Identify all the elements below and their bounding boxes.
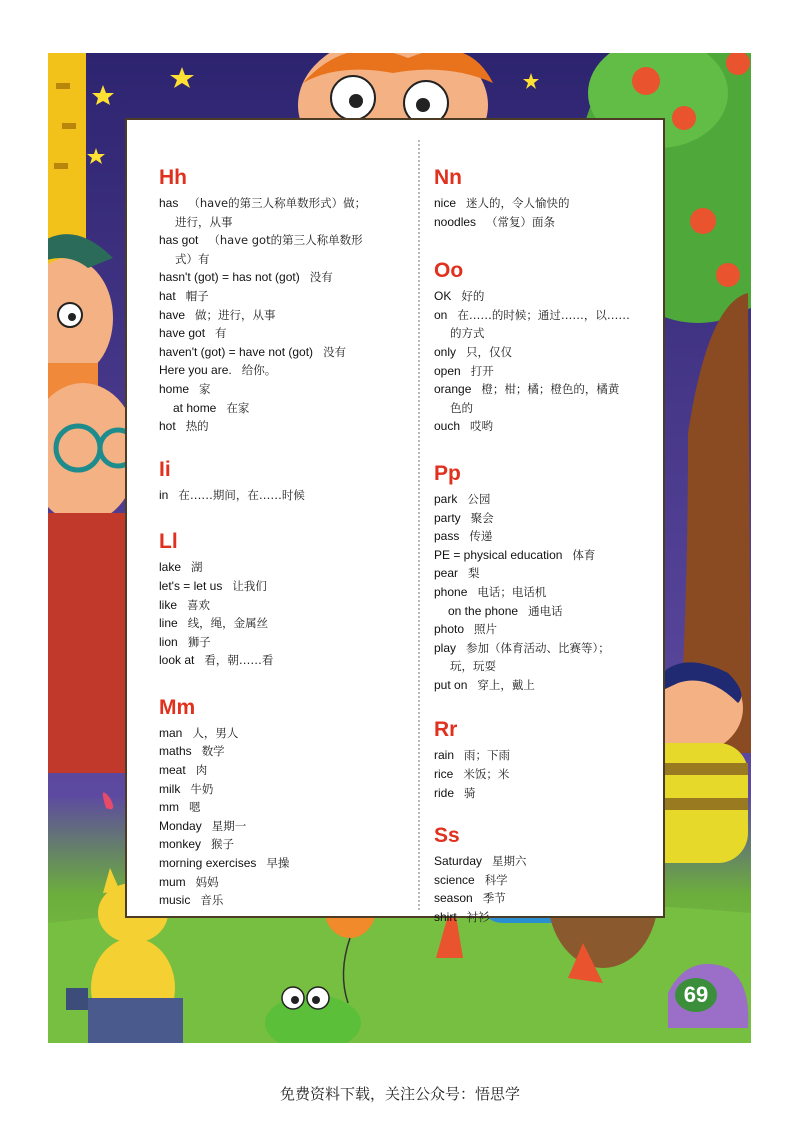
entry-word: have — [159, 307, 186, 322]
entry-meaning: 没有 — [309, 270, 333, 285]
glossary-entry — [434, 362, 694, 381]
entry-word: nice — [434, 196, 457, 210]
section-letter-heading: Rr — [434, 718, 458, 742]
letter-section — [434, 718, 694, 802]
section-letter-heading: Mm — [159, 695, 196, 719]
entry-word: park — [434, 491, 458, 506]
entry-word: morning exercises — [159, 856, 257, 871]
glossary-entry — [159, 343, 419, 362]
entry-word: maths — [159, 744, 192, 759]
glossary-entry — [434, 417, 694, 436]
entry-meaning: （have的第三人称单数形式）做； — [188, 196, 367, 210]
entry-word: mum — [159, 874, 186, 889]
entry-word: on the phone — [448, 603, 519, 618]
entry-word: season — [434, 891, 473, 906]
entry-meaning-continued: 式）有 — [175, 251, 210, 266]
entry-meaning: 季节 — [482, 891, 506, 906]
glossary-entry — [159, 361, 419, 380]
entry-word: haven't (got) = have not (got) — [159, 344, 314, 359]
entry-meaning: 穿上，戴上 — [477, 677, 535, 692]
glossary-entry — [159, 742, 419, 761]
entry-word: ride — [434, 785, 455, 800]
entry-meaning: 体育 — [572, 547, 596, 562]
entry-word: play — [434, 640, 457, 655]
glossary-entry — [159, 399, 419, 418]
glossary-entry — [159, 633, 419, 652]
entry-word: phone — [434, 584, 468, 599]
entry-meaning: 牛奶 — [190, 781, 214, 796]
glossary-entry — [434, 527, 694, 546]
glossary-entry — [159, 306, 419, 325]
section-letter-heading: Oo — [434, 259, 464, 283]
entry-meaning: 热的 — [185, 419, 209, 434]
entry-meaning: 只，仅仅 — [466, 344, 513, 359]
glossary-entry — [434, 784, 694, 803]
glossary-entry — [159, 268, 419, 287]
entry-word: monkey — [159, 837, 202, 852]
entry-meaning: 参加（体育活动、比赛等）； — [466, 640, 610, 655]
section-letter-heading: Ll — [159, 530, 178, 554]
entry-word: hot — [159, 419, 176, 434]
glossary-entry — [434, 287, 694, 306]
entry-word: has got — [159, 233, 199, 248]
glossary-entry — [434, 852, 694, 871]
glossary-entry — [434, 620, 694, 639]
glossary-entry — [434, 639, 694, 658]
entry-word: hasn't (got) = has not (got) — [159, 270, 300, 285]
letter-section — [434, 462, 694, 695]
glossary-entry — [434, 509, 694, 528]
glossary-entry — [159, 761, 419, 780]
entry-meaning-continued: 玩，玩耍 — [450, 659, 496, 674]
entry-meaning: 数学 — [201, 744, 225, 759]
entry-word: only — [434, 344, 457, 359]
glossary-entry — [434, 380, 694, 399]
entry-meaning: 在……期间，在……时候 — [178, 487, 305, 502]
glossary-entry — [434, 871, 694, 890]
entry-word: noodles — [434, 214, 477, 229]
glossary-entry — [159, 486, 419, 505]
entry-word: hat — [159, 288, 176, 303]
entry-word: milk — [159, 781, 181, 796]
entry-meaning-continued: 色的 — [450, 400, 473, 415]
entry-word: OK — [434, 289, 452, 304]
entry-word: meat — [159, 763, 186, 778]
entry-word: put on — [434, 677, 468, 692]
glossary-entry — [434, 889, 694, 908]
entry-word: on — [434, 307, 448, 322]
glossary-entry — [434, 583, 694, 602]
entry-meaning: 照片 — [474, 622, 498, 637]
entry-word: music — [159, 893, 191, 908]
entry-word: science — [434, 872, 475, 887]
entry-word: like — [159, 597, 178, 612]
glossary-entry — [159, 596, 419, 615]
entry-meaning: 公园 — [467, 491, 491, 506]
section-letter-heading: Hh — [159, 166, 187, 189]
entry-meaning: 有 — [215, 326, 227, 341]
glossary-entry — [434, 746, 694, 765]
entry-word: rain — [434, 748, 455, 763]
entry-meaning: 在……的时候；通过……，以…… — [457, 307, 630, 322]
glossary-entry — [159, 614, 419, 633]
entry-meaning-continued: 进行，从事 — [175, 214, 233, 229]
entry-word: Monday — [159, 818, 202, 833]
glossary-entry — [159, 231, 419, 250]
entry-word: Here you are. — [159, 363, 232, 378]
entry-word: at home — [173, 400, 217, 415]
entry-meaning: 人，男人 — [192, 725, 239, 740]
glossary-entry — [159, 873, 419, 892]
letter-section — [159, 696, 419, 910]
entry-meaning: 梨 — [468, 566, 480, 581]
entry-meaning: 线，绳，金属丝 — [187, 616, 269, 631]
entry-meaning: 让我们 — [232, 578, 267, 593]
entry-meaning: 衬衫 — [466, 910, 490, 925]
entry-meaning: 在家 — [226, 400, 250, 415]
entry-meaning: 帽子 — [185, 288, 209, 303]
entry-word: Saturday — [434, 854, 483, 869]
letter-section — [434, 259, 694, 436]
glossary-entry — [159, 380, 419, 399]
entry-word: photo — [434, 622, 465, 637]
glossary-entry — [434, 546, 694, 565]
glossary-entry — [159, 287, 419, 306]
entry-meaning: 传递 — [469, 529, 493, 544]
glossary-entry — [434, 908, 694, 927]
entry-meaning: 橙；柑；橘；橙色的，橘黄 — [481, 382, 620, 397]
entry-meaning: 猴子 — [211, 837, 235, 852]
glossary-entry — [159, 854, 419, 873]
entry-meaning: 骑 — [464, 785, 476, 800]
glossary-entry — [159, 724, 419, 743]
entry-word: rice — [434, 767, 454, 782]
page-number-badge: 69 — [675, 978, 717, 1012]
glossary-entry — [159, 577, 419, 596]
entry-meaning: 做；进行，从事 — [195, 307, 276, 322]
entry-meaning: 妈妈 — [195, 874, 219, 889]
entry-meaning: 狮子 — [187, 634, 211, 649]
section-letter-heading: Pp — [434, 461, 461, 485]
entry-meaning: 打开 — [470, 363, 494, 378]
entry-meaning: 电话；电话机 — [477, 584, 547, 599]
letter-section — [159, 458, 419, 505]
glossary-entry — [159, 780, 419, 799]
entry-word: ouch — [434, 419, 461, 434]
entry-word: let's = let us — [159, 578, 223, 593]
entry-meaning: 湖 — [191, 560, 203, 575]
entry-word: pass — [434, 529, 460, 544]
entry-word: home — [159, 381, 190, 396]
glossary-entry — [159, 417, 419, 436]
entry-meaning: 哎哟 — [470, 419, 494, 434]
glossary-entry — [159, 798, 419, 817]
glossary-entry — [159, 817, 419, 836]
entry-word: lion — [159, 634, 178, 649]
section-letter-heading: Ss — [434, 824, 460, 848]
entry-word: party — [434, 510, 461, 525]
entry-meaning: 给你。 — [241, 363, 277, 378]
entry-word: line — [159, 616, 178, 631]
entry-word: pear — [434, 566, 459, 581]
entry-meaning: 早操 — [266, 856, 290, 871]
entry-meaning: 没有 — [323, 344, 347, 359]
entry-meaning: 音乐 — [200, 893, 224, 908]
entry-meaning: 看，朝……看 — [204, 653, 274, 668]
entry-meaning: 星期一 — [211, 818, 247, 833]
glossary-entry — [159, 835, 419, 854]
glossary-entry — [434, 194, 694, 213]
entry-meaning: 好的 — [461, 289, 485, 304]
entry-meaning: 通电话 — [528, 603, 563, 618]
entry-word: lake — [159, 560, 182, 575]
entry-meaning: 迷人的，令人愉快的 — [466, 196, 570, 210]
section-letter-heading: Nn — [434, 166, 462, 189]
entry-word: in — [159, 487, 169, 502]
entry-meaning: （have got的第三人称单数形 — [208, 233, 363, 248]
entry-meaning: 科学 — [484, 872, 508, 887]
glossary-entry — [434, 306, 694, 325]
entry-word: look at — [159, 653, 195, 668]
entry-meaning-continued: 的方式 — [450, 326, 485, 341]
entry-meaning: 星期六 — [492, 854, 527, 869]
entry-meaning: 家 — [199, 381, 211, 396]
glossary-column-left — [159, 166, 419, 910]
glossary-entry — [159, 891, 419, 910]
glossary-entry — [434, 765, 694, 784]
glossary-entry — [434, 490, 694, 509]
entry-meaning: 米饭；米 — [463, 767, 510, 782]
glossary-entry — [434, 213, 694, 232]
entry-meaning: 喜欢 — [187, 597, 211, 612]
letter-section — [159, 166, 419, 436]
glossary-entry — [159, 558, 419, 577]
section-letter-heading: Ii — [159, 457, 171, 481]
glossary-entry — [434, 564, 694, 583]
entry-meaning: 嗯 — [189, 800, 201, 815]
glossary-entry — [434, 343, 694, 362]
entry-meaning: 雨；下雨 — [464, 748, 511, 763]
footer-text: 免费资料下载，关注公众号：悟思学 — [279, 1085, 520, 1103]
entry-meaning: 肉 — [195, 763, 208, 778]
glossary-entry — [159, 651, 419, 670]
entry-meaning: 聚会 — [470, 510, 494, 525]
glossary-column-right — [434, 166, 694, 927]
entry-meaning: （常复）面条 — [486, 214, 556, 229]
entry-word: mm — [159, 800, 179, 815]
entry-word: has — [159, 196, 179, 210]
glossary-entry — [434, 602, 694, 621]
entry-word: orange — [434, 382, 472, 397]
entry-word: shirt — [434, 910, 457, 925]
entry-word: PE = physical education — [434, 547, 563, 562]
glossary-entry — [159, 324, 419, 343]
letter-section — [434, 166, 694, 231]
glossary-entry — [434, 676, 694, 695]
glossary-entry — [159, 194, 419, 213]
entry-word: man — [159, 725, 183, 740]
letter-section — [434, 824, 694, 926]
entry-word: have got — [159, 326, 206, 341]
letter-section — [159, 530, 419, 670]
entry-word: open — [434, 363, 461, 378]
